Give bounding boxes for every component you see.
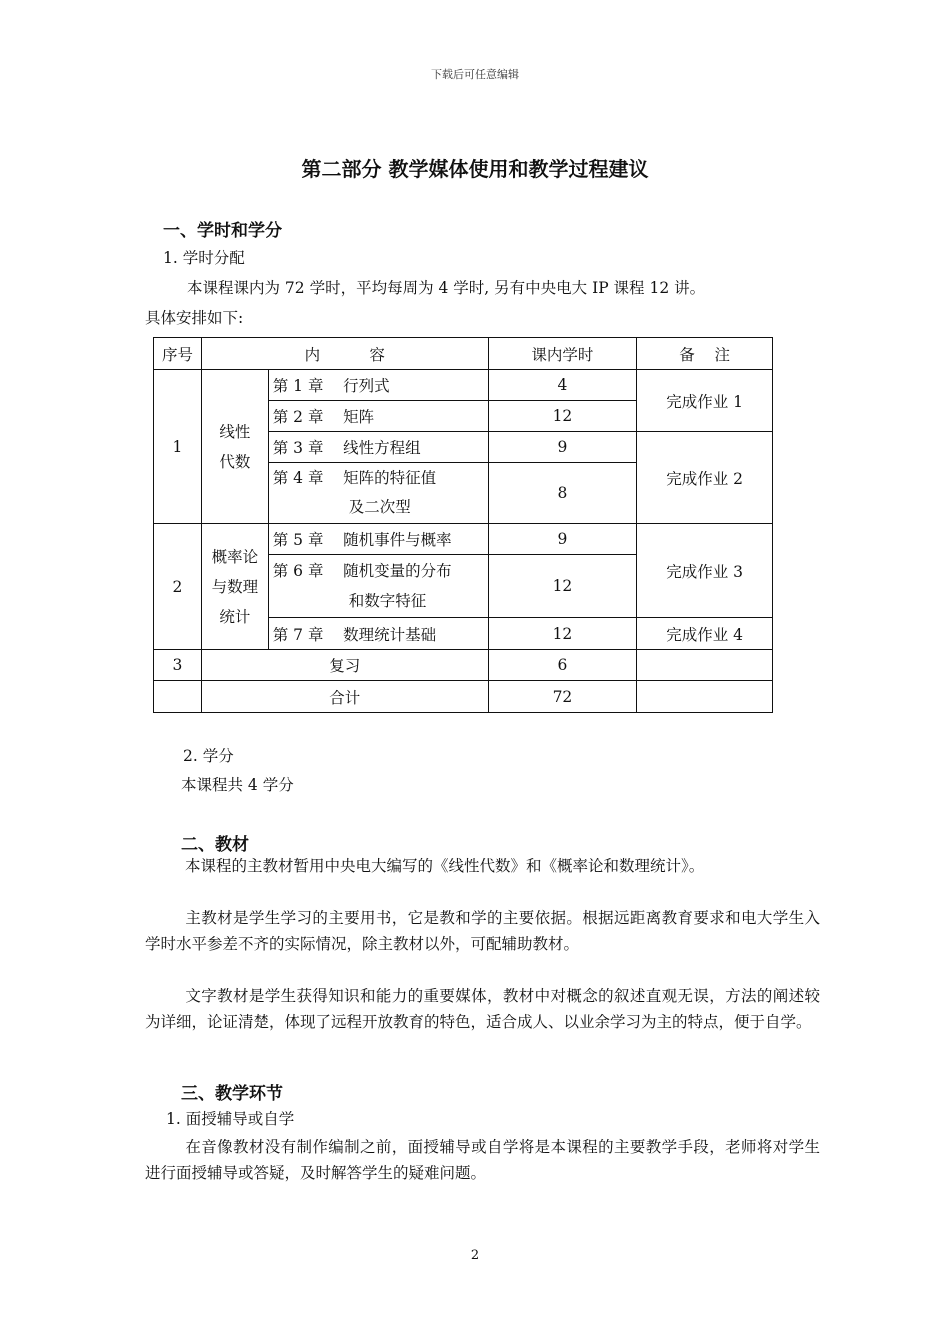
total-hours: 72 xyxy=(488,681,637,713)
subject-line: 代数 xyxy=(219,452,251,471)
review-no: 3 xyxy=(154,650,202,681)
credits-text: 本课程共 4 学分 xyxy=(181,776,294,794)
chapter-line: 第 4 章 矩阵的特征值 xyxy=(272,469,437,487)
header-content: 内 容 xyxy=(201,338,488,370)
empty-cell xyxy=(637,650,773,681)
review-hours: 6 xyxy=(488,650,637,681)
subheading-tutoring: 1. 面授辅导或自学 xyxy=(166,1110,295,1128)
note-cell: 完成作业 1 xyxy=(637,370,773,432)
chapter-line: 和数字特征 xyxy=(348,592,427,610)
chapter-line: 及二次型 xyxy=(348,498,411,516)
empty-cell xyxy=(637,681,773,713)
review-label: 复习 xyxy=(201,650,488,681)
paragraph-text: 在音像教材没有制作编制之前，面授辅导或自学将是本课程的主要教学手段，老师将对学生进行面授辅导或答疑，及时解答学生的疑难问题。 xyxy=(145,1138,820,1182)
header-notes: 备 注 xyxy=(637,338,773,370)
subheading-hours-allocation: 1. 学时分配 xyxy=(163,249,245,267)
hours-cell: 9 xyxy=(488,432,637,463)
group-subject xyxy=(201,370,268,524)
subject-line: 线性 xyxy=(219,422,251,441)
empty-cell xyxy=(154,681,202,713)
header-no: 序号 xyxy=(154,338,202,370)
table-row-review xyxy=(154,650,773,681)
chapter-cell: 第 5 章 随机事件与概率 xyxy=(268,524,488,555)
paragraph-text: 文字教材是学生获得知识和能力的重要媒体，教材中对概念的叙述直观无误，方法的阐述较为详细，论证清楚，体现了远程开放教育的特色，适合成人、以业余学习为主的特点，便于自学。 xyxy=(145,987,820,1031)
table-header-row xyxy=(154,338,773,370)
subheading-credits: 2. 学分 xyxy=(183,747,234,765)
chapter-cell: 第 1 章 行列式 xyxy=(268,370,488,401)
hours-cell: 9 xyxy=(488,524,637,555)
subject-line: 概率论 xyxy=(211,547,259,566)
chapter-cell xyxy=(268,555,488,618)
chapter-line: 第 6 章 随机变量的分布 xyxy=(272,562,452,580)
chapter-cell: 第 2 章 矩阵 xyxy=(268,401,488,432)
hours-cell: 4 xyxy=(488,370,637,401)
table-row xyxy=(154,524,773,555)
total-label: 合计 xyxy=(201,681,488,713)
intro-text: 本课程课内为 72 学时，平均每周为 4 学时, 另有中央电大 IP 课程 12 讲。 xyxy=(187,279,706,297)
subject-line: 统计 xyxy=(219,607,251,626)
header-hours: 课内学时 xyxy=(488,338,637,370)
header-note: 下载后可任意编辑 xyxy=(431,68,519,81)
hours-cell: 12 xyxy=(488,401,637,432)
hours-cell: 12 xyxy=(488,618,637,650)
schedule-table xyxy=(153,337,773,713)
section-heading-textbooks: 二、教材 xyxy=(181,835,249,855)
table-row-total xyxy=(154,681,773,713)
subject-line: 与数理 xyxy=(211,577,259,596)
paragraph-text: 主教材是学生学习的主要用书，它是教和学的主要依据。根据远距离教育要求和电大学生入学时水平参差不齐的实际情况，除主教材以外，可配辅助教材。 xyxy=(145,909,820,953)
note-cell: 完成作业 2 xyxy=(637,432,773,524)
textbook-paragraph xyxy=(145,905,820,957)
hours-cell: 12 xyxy=(488,555,637,618)
textbook-paragraph xyxy=(145,983,820,1035)
tutoring-paragraph xyxy=(145,1134,820,1186)
paragraph-text: 本课程的主教材暂用中央电大编写的《线性代数》和《概率论和数理统计》。 xyxy=(185,857,705,875)
group-subject xyxy=(201,524,268,650)
chapter-cell: 第 7 章 数理统计基础 xyxy=(268,618,488,650)
chapter-cell xyxy=(268,463,488,524)
table-row xyxy=(154,370,773,401)
hours-cell: 8 xyxy=(488,463,637,524)
note-cell: 完成作业 4 xyxy=(637,618,773,650)
note-cell: 完成作业 3 xyxy=(637,524,773,618)
textbook-paragraph xyxy=(145,853,820,879)
page-number: 2 xyxy=(470,1248,480,1263)
group-no: 2 xyxy=(154,524,202,650)
section-heading-hours-credits: 一、学时和学分 xyxy=(163,221,282,241)
group-no: 1 xyxy=(154,370,202,524)
section-heading-teaching-steps: 三、教学环节 xyxy=(181,1084,283,1104)
chapter-cell: 第 3 章 线性方程组 xyxy=(268,432,488,463)
page-title: 第二部分 教学媒体使用和教学过程建议 xyxy=(301,157,649,181)
intro-text-cont: 具体安排如下: xyxy=(145,309,244,327)
